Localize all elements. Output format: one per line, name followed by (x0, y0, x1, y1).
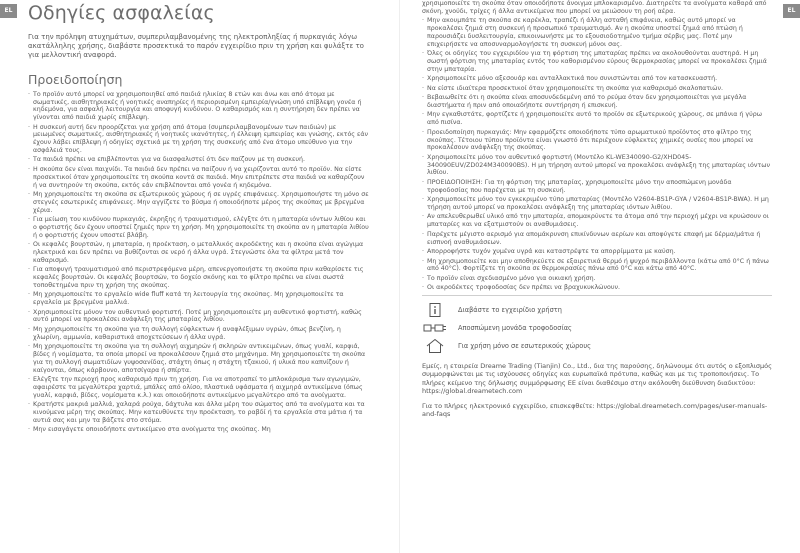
warning-item: · Μη χρησιμοποιείτε και μην αποθηκεύετε σε εξαιρετικά θερμό ή ψυχρό περιβάλλοντα (κάτω από 0°C ή πάνω από 40°C). Φορτίζετε τη σκούπα σε θερμοκρασίες πάνω από 0°C και κάτω από 40°C. (422, 258, 772, 274)
right-column (422, 0, 772, 418)
right-page (400, 0, 800, 553)
warning-item: · Χρησιμοποιείτε μόνο τον εγκεκριμένο τύπο μπαταρίας (Μοντέλο V2604-BS1P-GYA / V2604-BS1P-BWA). Η μη τήρηση αυτού μπορεί να προκαλέσει ανάφλεξη της μπαταρίας ιόντων λιθίου. (422, 196, 772, 212)
symbol-label: Για χρήση μόνο σε εσωτερικούς χώρους (458, 341, 592, 350)
warning-item: · Μη χρησιμοποιείτε τη σκούπα για τη συλλογή εύφλεκτων ή αναφλέξιμων υγρών, όπως βενζίνη, η χλωρίνη, αμμωνία, καθαριστικά αποχετεύσεων ή άλλα υγρά. (28, 326, 370, 342)
warning-item: χρησιμοποιείτε τη σκούπα όταν οποιοδήποτε άνοιγμα μπλοκαρισμένο. Διατηρείτε τα ανοίγματα καθαρά από σκόνη, χνούδι, τρίχες ή άλλα αντικείμενα που μπορεί να μειώσουν τη ροή αέρα. (422, 0, 767, 15)
warning-item: · Μη χρησιμοποιείτε τη σκούπα για τη συλλογή αιχμηρών ή σκληρών αντικειμένων, όπως γυαλί, καρφιά, βίδες ή νομίσματα, τα οποία μπορεί να προκαλέσουν ζημιά στο μηχάνημα. Μη χρησιμοποιείτε τη σκούπα για τη συλλογή σωματιδίων γυψοσανίδας, στάχτη όπως η στάχτη τζακιού, ή υλικά που καπνίζουν ή καίγονται, όπως κάρβουνο, αποτσίγαρα ή σπίρτα. (28, 343, 370, 374)
warning-item: · Κρατήστε μακριά μαλλιά, χαλαρά ρούχα, δάχτυλα και άλλα μέρη του σώματος από τα ανοίγματα και τα κινούμενα μέρη της σκούπας. Μην κατευθύνετε την προέκταση, το ραβδί ή τα εργαλεία στα μάτια ή τα αυτιά σας και μην τα βάζετε στο στόμα. (28, 401, 370, 424)
symbols-legend (422, 301, 772, 354)
section-heading: Προειδοποίηση (28, 71, 123, 87)
warning-list-continued (422, 0, 772, 292)
symbol-label: Διαβάστε το εγχειρίδιο χρήστη (458, 305, 562, 314)
intro-paragraph: Για την πρόληψη ατυχημάτων, συμπεριλαμβανομένης της ηλεκτροπληξίας ή πυρκαγιάς λόγω ακατάλληλης χρήσης, διαβάστε προσεκτικά το παρόν εγχειρίδιο πριν τη χρήση και φυλάξτε το για μελλοντική αναφορά. (28, 33, 364, 59)
symbol-row (422, 301, 772, 318)
warning-item: · Μη χρησιμοποιείτε το εργαλείο wide fluff κατά τη λειτουργία της σκούπας. Μη χρησιμοποιείτε τα εργαλεία με βρεγμένα μαλλιά. (28, 291, 370, 307)
language-tab: EL (783, 4, 800, 18)
language-tab: EL (0, 4, 17, 18)
warning-item: · Τα παιδιά πρέπει να επιβλέπονται για να διασφαλιστεί ότι δεν παίζουν με τη συσκευή. (28, 156, 370, 164)
warning-item: · Μην ακουμπάτε τη σκούπα σε καρέκλα, τραπέζι ή άλλη ασταθή επιφάνεια, καθώς αυτό μπορεί να προκαλέσει ζημιά στη συσκευή ή προσωπικό τραυματισμό. Αν η σκούπα υποστεί ζημιά από πτώση ή παρουσιάζει δυσλειτουργία, επικοινωνήστε με το εξουσιοδοτημένο τμήμα σέρβις μας. Ποτέ μην επιχειρήσετε να αποσυναρμολογήσετε τη συσκευή μόνοι σας. (422, 17, 772, 48)
warning-item: · Χρησιμοποιείτε μόνον τον αυθεντικό φορτιστή. Ποτέ μη χρησιμοποιείτε μη αυθεντικό φορτιστή, καθώς αυτό μπορεί να προκαλέσει ανάφλεξη της μπαταρίας λιθίου. (28, 309, 370, 325)
warning-item: · ΠΡΟΕΙΔΟΠΟΙΗΣΗ: Για τη φόρτιση της μπαταρίας, χρησιμοποιείτε μόνο την αποσπώμενη μονάδα τροφοδοσίας που παρέχεται με τη συσκευή. (422, 179, 772, 195)
warning-item: · Αν απελευθερωθεί υλικό από την μπαταρία, απομακρύνετε τα άτομα από την περιοχή μέχρι να κρυώσουν οι μπαταρίες και να εξατμιστούν οι αναθυμιάσεις. (422, 213, 772, 229)
warning-item: · Παρέχετε μέγιστο αερισμό για απομάκρυνση επικίνδυνων αερίων και αποφύγετε επαφή με δέρμα/μάτια ή εισπνοή αναθυμιάσεων. (422, 231, 772, 247)
section-divider (422, 295, 772, 296)
warning-item: · Για μείωση του κινδύνου πυρκαγιάς, έκρηξης ή τραυματισμού, ελέγξτε ότι η μπαταρία ιόντων λιθίου και ο φορτιστής δεν έχουν υποστεί ζημιές πριν τη χρήση. Μη χρησιμοποιείτε τη σκούπα αν η μπαταρία λιθίου ή ο φορτιστής έχουν υποστεί βλάβη. (28, 216, 370, 239)
page-title: Οδηγίες ασφαλείας (28, 2, 215, 24)
warning-item: · Προειδοποίηση πυρκαγιάς: Μην εφαρμόζετε οποιοδήποτε τύπο αρωματικού προϊόντος στο φίλτρο της σκούπας. Τέτοιου τύπου προϊόντα είναι γνωστό ότι περιέχουν εύφλεκτες χημικές ουσίες που μπορεί να προκαλέσουν ανάφλεξη της σκούπας. (422, 129, 772, 152)
symbol-label: Αποσπώμενη μονάδα τροφοδοσίας (458, 323, 572, 332)
warning-item: · Μην εισαγάγετε οποιοδήποτε αντικείμενο στα ανοίγματα της σκούπας. Μη (28, 426, 370, 434)
warning-item: · Οι κεφαλές βουρτσών, η μπαταρία, η προέκταση, ο μεταλλικός ακροδέκτης και η σκούπα είναι αγώγιμα ηλεκτρικά και δεν πρέπει να βυθίζονται σε νερό ή άλλα υγρά. Στεγνώστε όλα τα φίλτρα μετά τον καθαρισμό. (28, 241, 370, 264)
warning-item: · Βεβαιωθείτε ότι η σκούπα είναι αποσυνδεδεμένη από το ρεύμα όταν δεν χρησιμοποιείται για μεγάλα διαστήματα ή πριν από οποιαδήποτε συντήρηση ή επισκευή. (422, 94, 772, 110)
warning-item: · Ελέγξτε την περιοχή προς καθαρισμό πριν τη χρήση. Για να αποτραπεί το μπλοκάρισμα των αγωγιμών, αφαιρέστε τα μεγαλύτερα χαρτιά, μπάλες από ολίσο, πλαστικά υφάσματα ή αιχμηρά αντικείμενα (όπως γυαλί, καρφιά, βίδες, νομίσματα κ.λ.) και οποιοδήποτε αντικείμενο μεγαλύτερο από τα ανοίγματα. (28, 376, 370, 399)
warning-item: · Η συσκευή αυτή δεν προορίζεται για χρήση από άτομα (συμπεριλαμβανομένων των παιδιών) με μειωμένες σωματικές, αισθητηριακές ή νοητικές ικανότητες, ή έλλειψη εμπειρίας και γνώσης, εκτός εάν έχουν λάβει επίβλεψη ή οδηγίες σχετικά με τη χρήση της συσκευής από ένα άτομο υπεύθυνο για την ασφάλειά τους. (28, 124, 370, 155)
symbol-row (422, 337, 772, 354)
warning-item: · Χρησιμοποιείτε μόνο αξεσουάρ και ανταλλακτικά που συνιστώνται από τον κατασκευαστή. (422, 75, 772, 83)
warning-item: · Οι ακροδέκτες τροφοδοσίας δεν πρέπει να βραχυκυκλώνουν. (422, 284, 772, 292)
warning-item: · Το προϊόν αυτό μπορεί να χρησιμοποιηθεί από παιδιά ηλικίας 8 ετών και άνω και από άτομα με σωματικές, αισθητηριακές ή νοητικές αναπηρίες ή περιορισμένη εμπειρία/γνώση υπό επίβλεψη γονέα ή κηδεμόνα, για ασφαλή λειτουργία και αποφυγή κινδύνου. Ο καθαρισμός και η συντήρηση δεν πρέπει να γίνονται από παιδιά χωρίς επίβλεψη. (28, 91, 370, 122)
warning-item: · Χρησιμοποιείτε μόνο τον αυθεντικό φορτιστή (Μοντέλο KL-WE340090-G2/XHD045-340090EUV/ZD024M340090BS). Η μη τήρηση αυτού μπορεί να προκαλέσει ανάφλεξη της μπαταρίας ιόντων λιθίου. (422, 154, 772, 177)
indoor-house-icon (422, 338, 448, 354)
warning-item: · Όλες οι οδηγίες του εγχειριδίου για τη φόρτιση της μπαταρίας πρέπει να ακολουθούνται αυστηρά. Η μη σωστή φόρτιση της μπαταρίας εντός του καθορισμένου εύρους θερμοκρασίας μπορεί να προκαλέσει ζημιά στην μπαταρία. (422, 50, 772, 73)
warning-item: · Η σκούπα δεν είναι παιχνίδι. Τα παιδιά δεν πρέπει να παίζουν ή να χειρίζονται αυτό το προϊόν. Να είστε προσεκτικοί όταν χρησιμοποιείτε τη σκούπα κοντά σε παιδιά. Μην επιτρέπετε στα παιδιά να καθαρίζουν ή να συντηρούν τη σκούπα, εκτός εάν επιβλέπονται από γονέα ή κηδεμόνα. (28, 166, 370, 189)
left-column (28, 0, 370, 436)
warning-item: · Το προϊόν είναι σχεδιασμένο μόνο για οικιακή χρήση. (422, 275, 772, 283)
symbol-row (422, 319, 772, 336)
warning-list (28, 91, 370, 434)
online-manual-note: Για το πλήρες ηλεκτρονικό εγχειρίδιο, επισκεφθείτε: https://global.dreametech.com/pages/user-manuals-and-faqs (422, 401, 768, 419)
warning-item: · Μην εγκαθιστάτε, φορτίζετε ή χρησιμοποιείτε αυτό το προϊόν σε εξωτερικούς χώρους, σε μπάνια ή γύρω από πισίνα. (422, 111, 772, 127)
read-manual-icon (422, 302, 448, 318)
warning-item: · Μη χρησιμοποιείτε τη σκούπα σε εξωτερικούς χώρους ή σε υγρές επιφάνειες. Χρησιμοποιήστε τη μόνο σε στεγνές εσωτερικές επιφάνειες. Μην αγγίζετε το βύσμα ή οποιοδήποτε μέρος της σκούπας με βρεγμένα χέρια. (28, 191, 370, 214)
conformity-statement: Εμείς, η εταιρεία Dreame Trading (Tianjin) Co., Ltd., δια της παρούσης, δηλώνουμε ότι αυτός ο εξοπλισμός συμμορφώνεται με τις ισχύουσες οδηγίες και ευρωπαϊκά πρότυπα, καθώς και με τις τροποποιήσεις. Το πλήρες κείμενο της δήλωσης συμμόρφωσης ΕΕ είναι διαθέσιμο στην ακόλουθη διεύθυνση διαδικτύου: https://global.dreametech.com (422, 362, 772, 395)
warning-item: · Να είστε ιδιαίτερα προσεκτικοί όταν χρησιμοποιείτε τη σκούπα για καθαρισμό σκαλοπατιών. (422, 85, 772, 93)
power-supply-icon (422, 320, 448, 336)
warning-item: · Για αποφυγή τραυματισμού από περιστρεφόμενα μέρη, απενεργοποιήστε τη σκούπα πριν καθαρίσετε τις κεφαλές βουρτσών. Οι κεφαλές βουρτσών, το δοχείο σκόνης και το φίλτρο πρέπει να είναι σωστά τοποθετημένα πριν τη χρήση της σκούπας. (28, 266, 370, 289)
warning-item: · Απορροφήστε τυχόν χυμένα υγρά και καταστρέψτε τα απορρίμματα με καύση. (422, 248, 772, 256)
